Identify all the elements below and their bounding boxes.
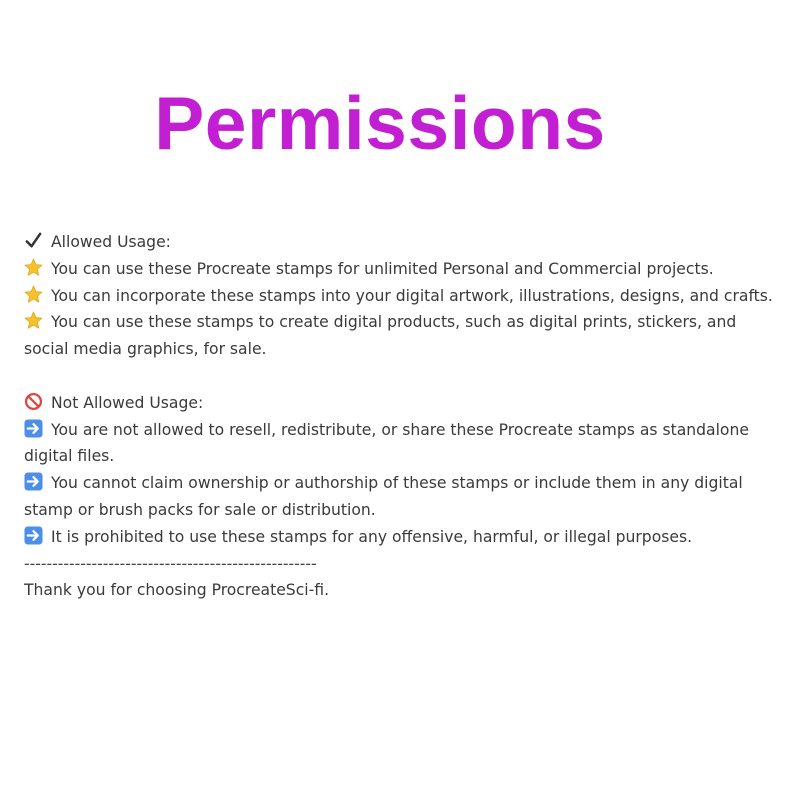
permissions-content [24, 229, 784, 604]
allowed-item [24, 309, 784, 363]
check-icon [24, 231, 43, 250]
star-icon [24, 285, 43, 304]
page-title: Permissions [154, 81, 606, 165]
prohibited-icon [24, 392, 43, 411]
star-icon [24, 311, 43, 330]
allowed-heading: Allowed Usage: [51, 233, 171, 251]
allowed-heading-line [24, 229, 784, 256]
not-allowed-item [24, 524, 784, 551]
allowed-item [24, 283, 784, 310]
arrow-right-icon [24, 472, 43, 491]
arrow-right-icon [24, 419, 43, 438]
allowed-item-text: You can use these stamps to create digital products, such as digital prints, stickers, and social media graphics, for sale. [24, 313, 737, 359]
not-allowed-item [24, 417, 784, 471]
not-allowed-item-text: You are not allowed to resell, redistribute, or share these Procreate stamps as standalone digital files. [24, 420, 749, 466]
section-spacer [24, 363, 784, 390]
not-allowed-item-text: It is prohibited to use these stamps for any offensive, harmful, or illegal purposes. [51, 527, 693, 546]
star-icon [24, 258, 43, 277]
closing-text: Thank you for choosing ProcreateSci-fi. [24, 581, 330, 600]
not-allowed-heading: Not Allowed Usage: [51, 393, 204, 412]
allowed-item-text: You can incorporate these stamps into your digital artwork, illustrations, designs, and crafts. [51, 286, 773, 305]
not-allowed-item-text: You cannot claim ownership or authorship of these stamps or include them in any digital stamp or brush packs for sale or distribution. [24, 474, 743, 519]
divider: ---------------------------------------------------- [24, 554, 317, 573]
allowed-item-text: You can use these Procreate stamps for unlimited Personal and Commercial projects. [51, 259, 714, 278]
allowed-item [24, 256, 784, 283]
arrow-right-icon [24, 526, 43, 545]
not-allowed-item [24, 470, 784, 524]
not-allowed-heading-line [24, 390, 784, 417]
